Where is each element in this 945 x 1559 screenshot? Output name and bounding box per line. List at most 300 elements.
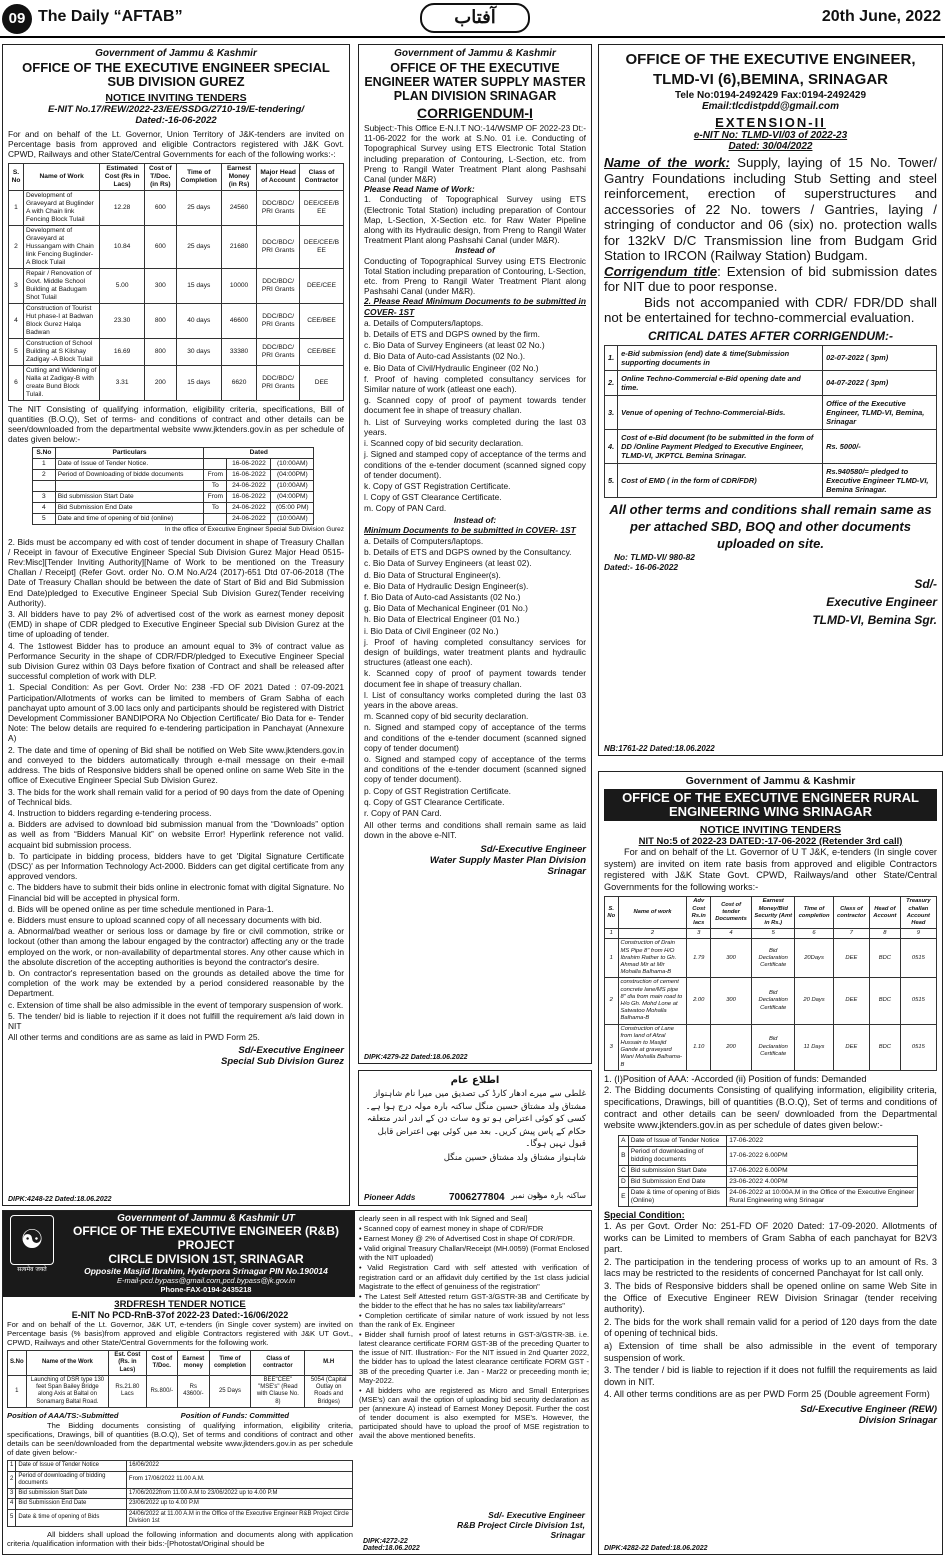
schedule-table [618, 1135, 918, 1207]
table-cell: 600 [144, 225, 176, 268]
table-cell: 3 [605, 1024, 619, 1070]
list-item: i. Scanned copy of bid security declaration. [364, 438, 524, 449]
table-cell: Bid Declaration Certificate [752, 939, 795, 978]
table-row [605, 370, 937, 395]
table-cell: 24/06/2022 at 11.00 A.M in the Office of the Executive Engineer R&B Project Circle Division 1st [126, 1509, 352, 1527]
table-cell: Period of Downloading of bidde documents [55, 470, 204, 481]
closing: All other terms and conditions shall remain same as laid down in the above e-NIT. [364, 820, 586, 841]
table-cell: Date and time of opening of bid (online) [55, 514, 204, 525]
pioneer-adds: Pioneer Adds [364, 1193, 416, 1202]
subject: Subject:-This Office E-N.I.T NO:-14/WSMP OF 2022-23 Dt:- 11-06-2022 for the work at S.No. 01 i.e. Conducting of Topographical Survey using ETS Electronic Total Station including preparation of Contouring, L-Section, etc. from Preng to Rangil Water Treatment Plant along Pashsahi Canal (under M&R) [364, 123, 587, 185]
remain-note: All other terms and conditions shall remain same as per attached SBD, BOQ and other documents uploaded on site. [609, 501, 932, 551]
paragraph: c. Extension of time shall be also admissible in the event of temporary suspension of work. [8, 999, 344, 1010]
table-cell: DEE/CEE [300, 268, 344, 303]
table-row [8, 1375, 353, 1407]
table-cell: Earnest money [178, 1351, 209, 1376]
column-header: S. No [9, 163, 24, 190]
bids-note: Bids not accompanied with CDR/ FDR/DD shall not be entertained for techno-commercial evaluation. [604, 294, 937, 325]
sign-line: Sd/- Executive Engineer [488, 1510, 585, 1520]
list-item: n. Signed and stamped copy of acceptance of the terms and conditions of the e-tender document (scanned signed copy of tender document) [364, 722, 586, 753]
list-item: i. Bio Data of Civil Engineer (02 No.) [364, 625, 499, 636]
page-number: 09 [2, 4, 32, 34]
list-item: • Completion certificate of similar nature of work issued by not less than the rank of Ex. Engineer [359, 1310, 589, 1330]
table-cell: Cutting and Widening of Nalla at Zadigay-B with create Bund Block Tulail. [23, 365, 99, 400]
table-cell: 1 [33, 459, 56, 470]
paragraph: b. On contractor's representation based on the grounds as detailed above the time for completion of the work may be extended by a period considered reasonable by the Department. [8, 967, 344, 999]
list-item: o. Signed and stamped copy of acceptance of the terms and conditions of the e-tender document (scanned signed copy of tender document). [364, 753, 586, 785]
table-cell: (04:00PM) [271, 470, 314, 481]
table-cell: Date & time of opening of Bids [16, 1509, 127, 1527]
list-item: a. Details of Computers/laptops. [364, 535, 484, 546]
table-cell: Bid Submission End Date [55, 503, 204, 514]
paragraph: All other terms and conditions are as same as laid in PWD Form 25. [8, 1032, 260, 1043]
table-cell: 2 [605, 978, 619, 1024]
table-cell: (10:00AM) [271, 514, 314, 525]
column-header: Cost of T/Doc. (in Rs) [144, 163, 176, 190]
table-cell: DEE [833, 939, 869, 978]
table-cell: S.No [8, 1351, 27, 1376]
table-cell: 3 [8, 1489, 16, 1499]
table-cell: 2 [33, 470, 56, 481]
table-cell: 23-06-2022 4.00PM [727, 1176, 917, 1187]
column-header: Class of Contractor [300, 163, 344, 190]
table-cell: DDC/BDC/ PRI Grants [257, 303, 300, 338]
tele: Tele No:0194-2492429 Fax:0194-2492429 [674, 90, 867, 101]
positions [7, 1411, 353, 1421]
list-item: m. Copy of PAN Card. [364, 503, 447, 514]
table-cell: 11 Days [795, 1024, 833, 1070]
table-cell: Rs 43600/- [178, 1375, 209, 1407]
table-row [619, 1176, 918, 1187]
table-cell: DEE/CEE/B EE [300, 225, 344, 268]
table-cell: Rs.800/- [146, 1375, 178, 1407]
corr-label: Corrigendum title [604, 263, 718, 279]
table-row [619, 1165, 918, 1176]
works-table [8, 163, 344, 401]
list-item: k. Scanned copy of proof of payment towards tender document fee in shape of treasury challan. [364, 668, 586, 689]
table-cell: 23.30 [100, 303, 145, 338]
table-cell: 15 days [176, 365, 221, 400]
ad-gurez [2, 44, 350, 1206]
table-row [619, 1135, 918, 1146]
list-item: p. Copy of GST Registration Certificate. [364, 785, 511, 796]
column-header: Earnest Money (in Rs) [221, 163, 257, 190]
table-cell [204, 514, 227, 525]
list-item: • Bidder shall furnish proof of latest returns in GST-3/GSTR-3B. i.e. latest clearance certificate FORM GST-3B of the preceding Quarter to the issue of NIT. Illustration:- For the NIT issued in 2nd Quarter 2022, the bidder has to upload the latest clearance certificate FORM GST - 3B of the preceding Quarter i.e. Jan - Mar22 or preceeding month ie; May-2022. [359, 1330, 589, 1385]
list-item: l. List of consultancy works completed during the last 03 years in the above areas. [364, 689, 586, 710]
paragraph: e. Bidders must ensure to upload scanned copy of all necessary documents with bid. [8, 914, 322, 925]
table-cell: 17/06/2022from 11.00 A.M to 23/06/2022 up to 4.00 P.M [126, 1489, 352, 1499]
instead-text: Conducting of Topographical Survey using ETS Electronic Total Station including preparation of Contouring, L-Section, etc. from Preng to Rangil Water Treatment Plant along Pashsahi Canal (under M&R). [364, 255, 586, 297]
table-cell: Rs. 5000/- [823, 429, 937, 463]
sign-line: Executive Engineer [826, 594, 937, 609]
table-row [619, 1187, 918, 1206]
table-cell: Treasury challan Account Head [900, 897, 936, 929]
table-row [605, 1024, 937, 1070]
table-cell: construction of cement concrete lane/MS pipe 8" dia from main road to H/o Gh. Mohd Lone at Satwatoo Mohalla Balhama-B [618, 978, 687, 1024]
table-row [33, 514, 314, 525]
column-header: Particulars [55, 448, 204, 459]
table-cell: Bid submission Start Date [16, 1489, 127, 1499]
table-cell: CEE/BEE [300, 338, 344, 365]
table-row [605, 463, 937, 497]
list-item: b. Details of ETS and DGPS owned by the Consultancy. [364, 547, 572, 558]
table-cell: C [619, 1165, 629, 1176]
address: Opposite Masjid Ibrahim, Hyderpora Srinagar PIN No.190014 [84, 1266, 328, 1276]
column-header: S.No [33, 448, 56, 459]
sign-line: TLMD-VI, Bemina Sgr. [812, 612, 937, 627]
table-cell: 20Days [795, 939, 833, 978]
column-header: Estimated Cost (Rs in Lacs) [100, 163, 145, 190]
table-cell: D [619, 1176, 629, 1187]
table-cell: 1 [8, 1461, 16, 1471]
schedule-table [7, 1460, 353, 1527]
sign-line: Sd/-Executive Engineer [238, 1045, 344, 1057]
table-cell: M.H [305, 1351, 353, 1376]
ad-rnb [2, 1210, 592, 1555]
table-cell: 9 [900, 929, 936, 939]
table-cell: Class of contractor [251, 1351, 305, 1376]
table-cell: Bid Submission End Date [628, 1176, 727, 1187]
table-cell: Venue of opening of Techno-Commercial-Bids. [618, 395, 823, 429]
table-row [33, 503, 314, 514]
table-cell: e-Bid submission (end) date & time(Submission supporting documents in [618, 345, 823, 370]
table-cell: S. No [605, 897, 619, 929]
table-cell: 0515 [900, 978, 936, 1024]
table-cell: Earnest Money/Bid Security (Amt in Rs.) [752, 897, 795, 929]
table-cell: Cost of EMD ( in the form of CDR/FDR) [618, 463, 823, 497]
table-row [33, 470, 314, 481]
list-item: 3. The bids of Responsive bidders shall be opened online on same Web Site in the Office of Executive Engineer REW Division Srinagar (tender receiving authority). [604, 1280, 937, 1315]
table-row [605, 395, 937, 429]
table-cell: Bid Declaration Certificate [752, 978, 795, 1024]
table-cell: 200 [144, 365, 176, 400]
list-item: 4. All other terms conditions are as per PWD Form 25 (Double agreement Form) [604, 1389, 930, 1400]
table-cell: 33380 [221, 338, 257, 365]
paragraph: 3. The bids for the work shall remain valid for a period of 90 days from the date of Opening of Technical bids. [8, 786, 344, 807]
table-row-numbers [605, 929, 937, 939]
table-cell: 4 [9, 303, 24, 338]
table-cell: (05:00 PM) [271, 503, 314, 514]
list-item: e. Bio Data of Civil/Hydraulic Engineer (02 No.) [364, 362, 539, 373]
sign-line: Division Srinagar [858, 1414, 937, 1426]
table-cell: 25 Days [209, 1375, 251, 1407]
docs-list [364, 318, 586, 514]
list-item: clearly seen in all respect with Ink Signed and Seal] [359, 1214, 528, 1223]
table-cell [55, 481, 204, 492]
table-cell: Date of Issue of Tender Notice [16, 1461, 127, 1471]
table-cell: Bid Submission End Date [16, 1499, 127, 1509]
email: Email:tlcdistpdd@gmail.com [702, 101, 839, 112]
table-cell: 20 Days [795, 978, 833, 1024]
docs-list [364, 536, 586, 818]
table-row [605, 429, 937, 463]
documents-list [359, 1213, 589, 1441]
dipk-ref: DIPK:4282-22 Dated:18.06.2022 [604, 1545, 708, 1552]
corrigendum-title: CORRIGENDUM-I [417, 105, 533, 121]
para-2: 2. The Bidding documents Consisting of qualifying information, eligibility criteria, specifications, Drawings, bill of quantities (B.O.Q), Set of terms and conditions of contract and other details can be seen/ downloaded from the Departmental website www.jktenders.gov.in as per schedule of dates given below:- [604, 1085, 937, 1131]
table-cell: 10000 [221, 268, 257, 303]
office-title: OFFICE OF THE EXECUTIVE ENGINEER SPECIAL SUB DIVISION GUREZ [22, 60, 330, 89]
table-cell: Office of the Executive Engineer, TLMD-VI, Bemina, Srinagar [823, 395, 937, 429]
list-item: 2. The participation in the tendering process of works up to an amount of Rs. 3 lacs may be restricted to the residents of concerned Panchayat for Ist call only. [604, 1256, 937, 1279]
rnb-header [3, 1211, 355, 1297]
table-cell: A [619, 1135, 629, 1146]
table-cell: 24-06-2022 [227, 514, 271, 525]
urdu-signature: شاہنواز مشتاق ولد مشتاق حسین منگل [443, 1152, 586, 1163]
table-cell: 25 days [176, 225, 221, 268]
table-cell: Construction of Tourist Hut phase-I at Badwan Block Gurez Halqa Badwan [23, 303, 99, 338]
table-cell: Period of downloading of bidding documents [16, 1471, 127, 1489]
list-item: g. Bio Data of Mechanical Engineer (01 No.) [364, 603, 528, 614]
min-docs-label: Minimum Documents to be submitted in COVER- 1ST [364, 524, 576, 535]
sign-line: Sd/-Executive Engineer (REW) [800, 1403, 937, 1415]
list-item: e. Bio Data of Hydraulic Design Engineer(s). [364, 580, 529, 591]
table-row [33, 481, 314, 492]
table-cell: Construction of Lane from land of Afzal Hussain to Masjid Gande at graveyard Wani Mohalla Balhama-B [618, 1024, 687, 1070]
gov-label: Government of Jammu & Kashmir [685, 775, 856, 787]
table-cell: 16-06-2022 [227, 470, 271, 481]
paragraph: a. Abnormal/bad weather or serious loss or damage by fire or civil commotion, strike or lockout (other than among the labour engaged by the contractor) affecting any or the trade employed on the work, or non-availability of departmental stores. Any other cause which in the absolute discretion of the accepting authorities is beyond the contractor's desire. [8, 926, 344, 967]
table-cell: 7 [833, 929, 869, 939]
sign-line: Special Sub Division Gurez [220, 1056, 344, 1068]
aaa-position: Position of AAA/TS:-Submitted [7, 1411, 119, 1421]
urdu-phone: 7006277804 [449, 1192, 505, 1203]
extension-title: EXTENSION-II [715, 115, 826, 130]
list-item: d. Bio Data of Auto-cad Assistants (02 No.). [364, 351, 526, 362]
para-1: The Bidding documents consisting of qualifying information, eligibility criteria, specifications, Drawings, bill of quantities (B.O.Q), Set of terms and conditions of contract and other details can be seen/downloaded from the departmental website www.jktenders.gov.in as per schedule of date given below:- [7, 1421, 353, 1458]
table-row [605, 978, 937, 1024]
table-cell: 24-06-2022 at 10:00A.M in the Office of the Executive Engineer Rural Engineering wing Srinagar [727, 1187, 917, 1206]
urdu-address: ساکنہ بارہ مولہ [532, 1191, 586, 1200]
table-row [605, 345, 937, 370]
dipk-ref: DIPK:4279-22 Dated:18.06.2022 [364, 1054, 468, 1061]
table-cell: To [204, 503, 227, 514]
table-cell: Rs.940580/= pledged to Executive Engineer TLMD-VI, Bemina Srinagar. [823, 463, 937, 497]
table-cell: From [204, 492, 227, 503]
sign-line: Srinagar [547, 865, 586, 877]
ad-urdu-notice [358, 1070, 592, 1206]
table-cell: 02-07-2022 ( 3pm) [823, 345, 937, 370]
special-label: Special Condition: [604, 1209, 685, 1220]
table-cell: Date & time of opening of Bids (Online) [628, 1187, 727, 1206]
urdu-text: غلطی سے میرے ادھار کارڈ کی تصدیق میں میرا نام شاہنواز مشتاق ولد مشتاق حسین منگل ساکنہ بارہ مولہ درج ہوا ہے۔ کسی کو کوئی اعتراض ہو تو وہ سات دن کے اندر اندر متعلقہ حکام کے پاس پیش کریں۔ بعد میں کوئی بھی اعتراض قابل قبول نہیں ہوگا۔ [365, 1089, 586, 1149]
table-cell: 6620 [221, 365, 257, 400]
dipk-ref: DIPK:4272-22 Dated:18.06.2022 [363, 1538, 420, 1552]
table-cell: Period of downloading of bidding documents [628, 1146, 727, 1165]
refresh-title: 3RDFRESH TENDER NOTICE [114, 1299, 246, 1310]
corr-text: : Extension of bid submission dates for NIT due to poor response. [604, 263, 938, 294]
ref-no: No: TLMD-VI/ 980-82 [614, 551, 695, 562]
table-cell: (10:00AM) [271, 459, 314, 470]
table-row [9, 225, 344, 268]
list-item: 2. The bids for the work shall remain valid for a period of 120 days from the date of opening of technical bids. [604, 1316, 937, 1339]
emblem-motto: सत्यमेव जयते [17, 1266, 47, 1273]
table-cell: 2. [605, 370, 618, 395]
table-row [9, 338, 344, 365]
office-title: OFFICE OF THE EXECUTIVE ENGINEER (R&B) PROJECT [72, 1224, 339, 1252]
table-cell: Name of the Work [26, 1351, 109, 1376]
list-item: h. List of Surveying works completed during the last 03 years. [364, 416, 586, 437]
paragraph: d. Bids will be opened online as per time schedule mentioned in Para-1. [8, 903, 274, 914]
table-cell: BEE"CEE" "MSE's" (Read with Clause No. 8) [251, 1375, 305, 1407]
table-cell [204, 459, 227, 470]
table-row [9, 303, 344, 338]
table-cell: 24560 [221, 190, 257, 225]
table-cell: Cost of e-Bid document (to be submitted in the form of DD /Online Payment Pledged to Executive Engineer, TLMD-VI, JKPTCL Bemina Srinagar. [618, 429, 823, 463]
table-cell: Construction of School Building at S Kilshay Zadigay -A Block Tulail [23, 338, 99, 365]
enit-ref: E-NIT No.17/REW/2022-23/EE/SSDG/2710-19/E-tendering/ [47, 104, 305, 115]
list-item: f. Bio Data of Auto-cad Assistants (02 No.) [364, 591, 521, 602]
table-cell: 8 [870, 929, 901, 939]
list-item: f. Proof of having completed consultancy services for Similar nature of work (atleast one each). [364, 373, 586, 395]
list-item: • Earnest Money @ 2% of Advertised Cost in shape Of CDR/FDR. [359, 1234, 575, 1244]
list-item: • The Latest Self Attested return GST-3/GSTR-3B and Certificate by the bidder to the effect that he has no sales tax liability/arrears" [359, 1291, 589, 1310]
table-cell: Construction of Drain MS Pipe 8" from H/O Ibrahim Rather to Gh. Ahmad Mir at Mir Mohalla Balhama-B [618, 939, 687, 978]
table-cell: Repair / Renovation of Govt. Middle School Building at Badugam Shot Tulail [23, 268, 99, 303]
table-cell: 5. [605, 463, 618, 497]
column-header: Time of Completion [176, 163, 221, 190]
table-row [8, 1509, 353, 1527]
table-cell: Bid submission Start Date [55, 492, 204, 503]
paragraph: 3. All bidders have to pay 2% of advertised cost of the work as earnest money deposit (EMD) in shape of CDR pledged to Executive Engineer Special sub Division Gurez at the time of uploading of tender. [8, 609, 344, 640]
table-cell: 4 [33, 503, 56, 514]
table-header [9, 163, 344, 190]
signature [8, 1045, 344, 1067]
list-item: • Scanned copy of earnest money in shape of CDR/FDR [359, 1224, 544, 1234]
list-item: b. Details of ETS and DGPS owned by the firm. [364, 329, 540, 340]
table-cell: 3.31 [100, 365, 145, 400]
table-cell: 300 [144, 268, 176, 303]
gov-label: Government of Jammu & Kashmir [95, 48, 257, 59]
enit-date: Dated:-16-06-2022 [135, 115, 217, 126]
nb-ref: NB:1761-22 Dated:18.06.2022 [604, 744, 715, 753]
table-cell: 600 [144, 190, 176, 225]
table-row [8, 1499, 353, 1509]
table-cell: DDC/BDC/ PRI Grants [257, 365, 300, 400]
table-cell: E [619, 1187, 629, 1206]
emblem [7, 1215, 57, 1281]
table-row [8, 1461, 353, 1471]
table-cell: Development of Graveyard at Hussangam with Chain link Fencing Buglinder-A Block Tulail [23, 225, 99, 268]
table-cell: 2 [618, 929, 687, 939]
paras [8, 537, 344, 1043]
column-header: Major Head of Account [257, 163, 300, 190]
signature [457, 1510, 585, 1540]
list-item: k. Copy of GST Registration Certificate. [364, 480, 511, 491]
table-cell: Online Techno-Commercial e-Bid opening date and time. [618, 370, 823, 395]
table-cell: DDC/BDC/ PRI Grants [257, 338, 300, 365]
newspaper-logo: آفتاب [420, 3, 530, 33]
list-item: d. Bio Data of Structural Engineer(s). [364, 569, 501, 580]
read-docs-label: 2. Please Read Minimum Documents to be submitted in COVER- 1ST [364, 296, 586, 317]
table-cell: 0515 [900, 1024, 936, 1070]
table-row [619, 1146, 918, 1165]
read-label: Please Read Name of Work: [364, 184, 475, 195]
conditions-list [604, 1221, 937, 1401]
nit-ref: NIT No:5 of 2022-23 DATED:-17-06-2022 (Retender 3rd call) [638, 836, 903, 847]
sign-line: Srinagar [550, 1530, 585, 1540]
sign-line: R&B Project Circle Division 1st, [456, 1520, 585, 1530]
table-cell: 30 days [176, 338, 221, 365]
table-cell: Launching of DSR type 130 feet Span Bailey Bridge along Axis at Baltal on Sonamarg Baltal Road. [26, 1375, 109, 1407]
enit-date: Dated: 30/04/2022 [728, 141, 813, 152]
table-cell: Class of contractor [833, 897, 869, 929]
table-cell: 4 [711, 929, 752, 939]
table-cell: 1 [9, 190, 24, 225]
table-cell: CEE/BEE [300, 303, 344, 338]
table-cell: Date of Issue of Tender Notice. [55, 459, 204, 470]
list-item: m. Scanned copy of bid security declaration. [364, 711, 529, 722]
paragraph: a. Bidders are advised to download bid submission manual from the “Downloads” option as well as from “Bidders Manual Kit” on website Error! Hyperlink reference not valid. acquaint bid submission process. [8, 819, 344, 850]
critical-dates-table [604, 345, 937, 498]
paragraph: 4. The 1stlowest Bidder has to produce an amount equal to 3% of contract value as Performance Security in the shape of CDR/FDR/pledged to Executive Engineer Special sub Division Gurez within 03 Days before fixation of Contract and shall be released after successful completion of work with DLP. [8, 640, 344, 682]
table-cell: 15 days [176, 268, 221, 303]
paragraph: 5. The tender/ bid is liable to rejection if it does not fulfill the requirement a/s laid down in NIT [8, 1010, 344, 1031]
work-description [604, 155, 937, 264]
table-cell: 2 [9, 225, 24, 268]
table-header [33, 448, 314, 459]
sign-line: Sd/- [914, 576, 937, 591]
table-cell: 46600 [221, 303, 257, 338]
ad-tlmd [598, 44, 943, 756]
table-cell: 300 [711, 939, 752, 978]
para-2: All bidders shall upload the following information and documents along with application criteria /qualification information with their bids:-[Photostat/Original should be [7, 1530, 353, 1549]
table-cell: 800 [144, 303, 176, 338]
table-cell: 23/06/2022 up to 4.00 P.M [126, 1499, 352, 1509]
table-cell: 24-06-2022 [227, 481, 271, 492]
table-cell: Head of Account [870, 897, 901, 929]
table-cell: From 17/06/2022 11.00 A.M. [126, 1471, 352, 1489]
list-item: j. Signed and stamped copy of acceptance of the terms and conditions of the e-tender document (scanned signed copy of tender document). [364, 449, 586, 480]
table-cell: DEE [833, 1024, 869, 1070]
notice-title: NOTICE INVITING TENDERS [699, 824, 842, 836]
enit-ref: e-NIT No: TLMD-VI/03 of 2022-23 [693, 130, 848, 141]
works-table [7, 1350, 353, 1408]
table-cell: 200 [711, 1024, 752, 1070]
table-cell: Rs.21.80 Lacs [109, 1375, 146, 1407]
table-cell: 3 [9, 268, 24, 303]
ad-rew [598, 771, 943, 1555]
list-item: h. Bio Data of Electrical Engineer (01 No.) [364, 614, 520, 625]
page-header [0, 0, 945, 38]
table-row [9, 190, 344, 225]
table-cell: 5 [33, 514, 56, 525]
table-cell: Cost of tender Documents [711, 897, 752, 929]
table-cell [33, 481, 56, 492]
critical-dates-title: CRITICAL DATES AFTER CORRIGENDUM:- [647, 328, 894, 343]
paragraph: c. The bidders have to submit their bids online in electronic fomat with digital Signature. No Financial bid will be accepted in physical form. [8, 882, 344, 903]
table-cell: 21680 [221, 225, 257, 268]
office-title: OFFICE OF THE EXECUTIVE ENGINEER RURAL ENGINEERING WING SRINAGAR [604, 789, 937, 821]
table-cell: Development of Graveyard at Buglinder A with Chain link Fencing Block Tulail [23, 190, 99, 225]
table-row [33, 459, 314, 470]
list-item: 3. The tender / bid is liable to rejection if it does not fulfill the requirements as laid down in NIT. [604, 1365, 937, 1387]
schedule-note: In the office of Executive Engineer Special Sub Division Gurez [164, 526, 344, 534]
table-header [8, 1351, 353, 1376]
table-cell: 12.28 [100, 190, 145, 225]
instead-label: Instead of [455, 245, 495, 256]
sign-line: Water Supply Master Plan Division [429, 854, 586, 866]
national-emblem-icon: ☯ [10, 1215, 54, 1265]
sign-line: Sd/-Executive Engineer [480, 843, 586, 855]
table-cell: 2.00 [687, 978, 711, 1024]
list-item: l. Copy of GST Clearance Certificate. [364, 492, 502, 503]
para-1: 1. (I)Position of AAA: -Accorded (ii) Position of funds: Demanded [604, 1073, 867, 1084]
intro-text: For and on behalf of the Lt. Governor, Union Territory of J&K-tenders are invited on Percentage basis from approved and eligible Contractors registered with J&K Govt. CPWD, Railways and other State/Central Governments for each of the following works:-: [8, 129, 344, 160]
table-header [605, 897, 937, 929]
table-cell: 6 [9, 365, 24, 400]
